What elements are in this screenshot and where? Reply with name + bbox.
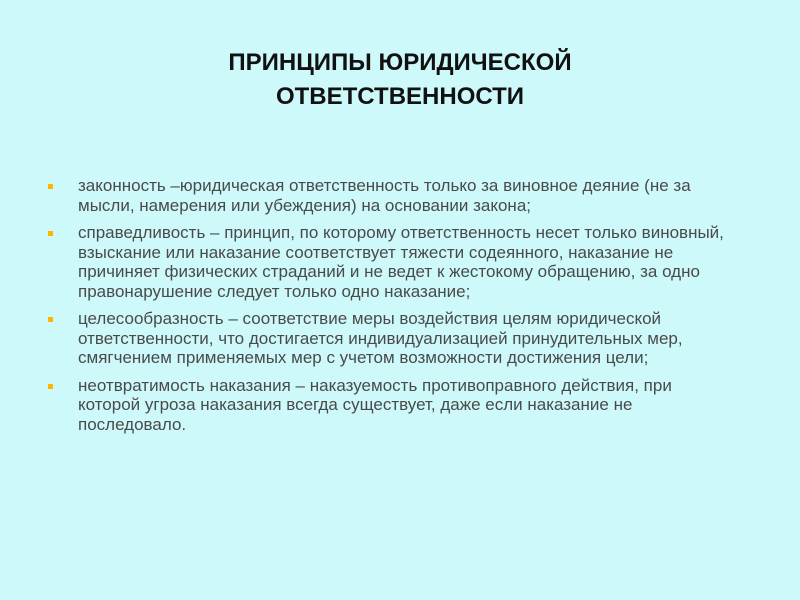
slide-title (0, 46, 800, 114)
bullet-text: справедливость – принцип, по которому ответственность несет только виновный, взыскание или наказание соответствует тяжести содеянного, наказание не причиняет физических страданий и не ведет к жестокому обращению, за одно правонарушение следует только одно наказание; (78, 223, 724, 301)
bullet-square-icon (48, 184, 53, 189)
slide-title-line-2: ОТВЕТСТВЕННОСТИ (275, 83, 525, 110)
bullet-text: целесообразность – соответствие меры воздействия целям юридической ответственности, что достигается индивидуализацией принудительных мер, смягчением применяемых мер с учетом возможности достижения цели; (78, 309, 683, 367)
slide-title-line-1: ПРИНЦИПЫ ЮРИДИЧЕСКОЙ (228, 49, 572, 76)
bullet-list (46, 176, 726, 442)
bullet-item-expediency (46, 309, 726, 368)
bullet-square-icon (48, 231, 53, 236)
bullet-item-legality (46, 176, 726, 215)
bullet-item-inevitability (46, 376, 726, 435)
bullet-text: неотвратимость наказания – наказуемость противоправного действия, при которой угроза наказания всегда существует, даже если наказание не последовало. (78, 375, 672, 434)
bullet-square-icon (48, 384, 53, 389)
bullet-square-icon (48, 317, 53, 322)
bullet-text: законность –юридическая ответственность только за виновное деяние (не за мысли, намерения или убеждения) на основании закона; (78, 176, 691, 215)
bullet-item-justice (46, 223, 726, 301)
